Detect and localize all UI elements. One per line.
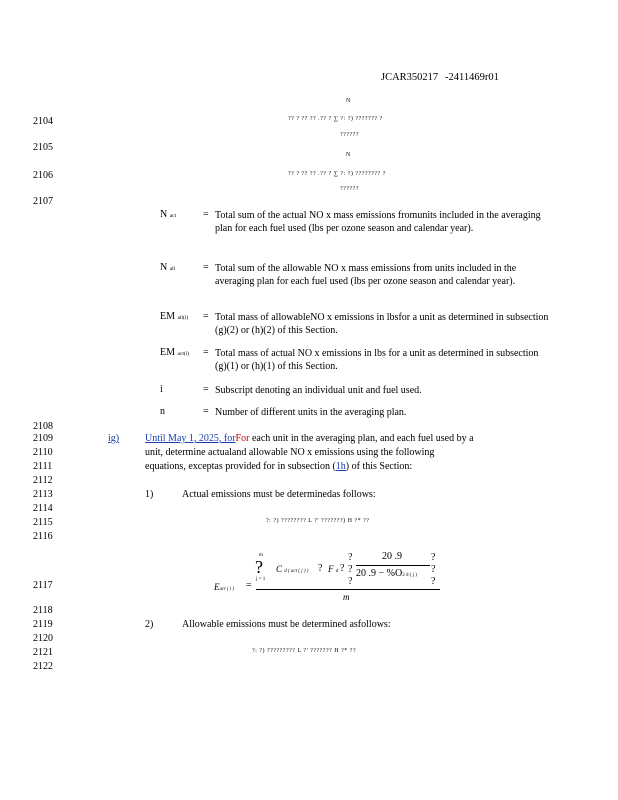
inserted-text: Until May 1, 2025, for bbox=[145, 433, 236, 444]
item-text: Allowable emissions must be determined asfollows: bbox=[182, 619, 391, 630]
equation-garbled-sum: ?? ? ?? ?? .?? ? ∑ ?: ?) ???????? ? bbox=[288, 171, 386, 177]
c-term: C d ( act ( j ) ) bbox=[276, 564, 309, 574]
line-number: 2118 bbox=[33, 605, 53, 616]
equation-upper-limit: N bbox=[346, 152, 351, 158]
fraction-numerator: 20 .9 bbox=[382, 551, 402, 562]
formula-denominator: m bbox=[343, 592, 350, 602]
equation-lower-limit: ?????? bbox=[340, 186, 359, 192]
subsection-g-line-3: equations, exceptas provided for in subsection (1h) of this Section: bbox=[145, 461, 413, 472]
subsection-g-line-2: unit, determine actualand allowable NO x emissions using the following bbox=[145, 447, 435, 458]
fraction-denominator: 20 .9 − %O2 d ( j ) bbox=[356, 568, 417, 579]
line-number: 2107 bbox=[33, 196, 53, 207]
q-glyph: ? bbox=[318, 563, 323, 574]
equation-garbled-sum: ?? ? ?? ?? .?? ? ∑ ?: ?) ??????? ? bbox=[288, 116, 383, 122]
line-number: 2105 bbox=[33, 142, 53, 153]
bracket-glyph: ? bbox=[348, 564, 353, 575]
line-number: 2106 bbox=[33, 170, 53, 181]
line-number: 2121 bbox=[33, 647, 53, 658]
sum-upper-limit: m bbox=[259, 553, 263, 558]
subsection-g-line-1: Until May 1, 2025, forFor each unit in the averaging plan, and each fuel used by a bbox=[145, 433, 474, 444]
line-number: 2117 bbox=[33, 580, 53, 591]
item-number: 2) bbox=[145, 619, 154, 630]
item-text: Actual emissions must be determinedas follows: bbox=[182, 489, 376, 500]
q-glyph: ? bbox=[340, 563, 345, 574]
subsection-label: ig) bbox=[108, 433, 120, 444]
document-id: JCAR350217 bbox=[381, 72, 439, 83]
bracket-glyph: ? bbox=[348, 576, 353, 587]
main-fraction-bar bbox=[256, 589, 440, 590]
line-number: 2113 bbox=[33, 489, 53, 500]
bracket-glyph: ? bbox=[431, 552, 436, 563]
fraction-bar bbox=[356, 565, 430, 566]
line-number: 2122 bbox=[33, 661, 53, 672]
bracket-glyph: ? bbox=[431, 576, 436, 587]
line-number: 2120 bbox=[33, 633, 53, 644]
line-number: 2111 bbox=[33, 461, 53, 472]
item-number: 1) bbox=[145, 489, 154, 500]
equation-upper-limit: N bbox=[346, 98, 351, 104]
deleted-text: For bbox=[235, 433, 250, 444]
line-number: 2119 bbox=[33, 619, 53, 630]
bracket-glyph: ? bbox=[348, 552, 353, 563]
sum-lower-limit: j = 1 bbox=[256, 577, 266, 582]
line-number: 2108 bbox=[33, 421, 53, 432]
line-number: 2116 bbox=[33, 531, 53, 542]
sum-glyph: ? bbox=[255, 557, 263, 577]
equation-garbled: ?: ?) ????????? L ?' ??????? H ?* ?? bbox=[252, 648, 357, 654]
line-number: 2110 bbox=[33, 447, 53, 458]
line-number: 2115 bbox=[33, 517, 53, 528]
bracket-glyph: ? bbox=[431, 564, 436, 575]
formula-lhs: Eact ( i ) bbox=[214, 582, 235, 592]
document-revision: -2411469r01 bbox=[445, 72, 499, 83]
formula-equals: = bbox=[246, 580, 252, 591]
line-number: 2112 bbox=[33, 475, 53, 486]
f-term: F d bbox=[328, 564, 339, 574]
subsection-reference: 1h bbox=[335, 461, 346, 472]
equation-lower-limit: ?????? bbox=[340, 132, 359, 138]
line-number: 2104 bbox=[33, 116, 53, 127]
equation-garbled: ?: ?) ???????? L ?' ???????) H ?* ?? bbox=[266, 518, 370, 524]
line-number: 2109 bbox=[33, 433, 53, 444]
line-number: 2114 bbox=[33, 503, 53, 514]
